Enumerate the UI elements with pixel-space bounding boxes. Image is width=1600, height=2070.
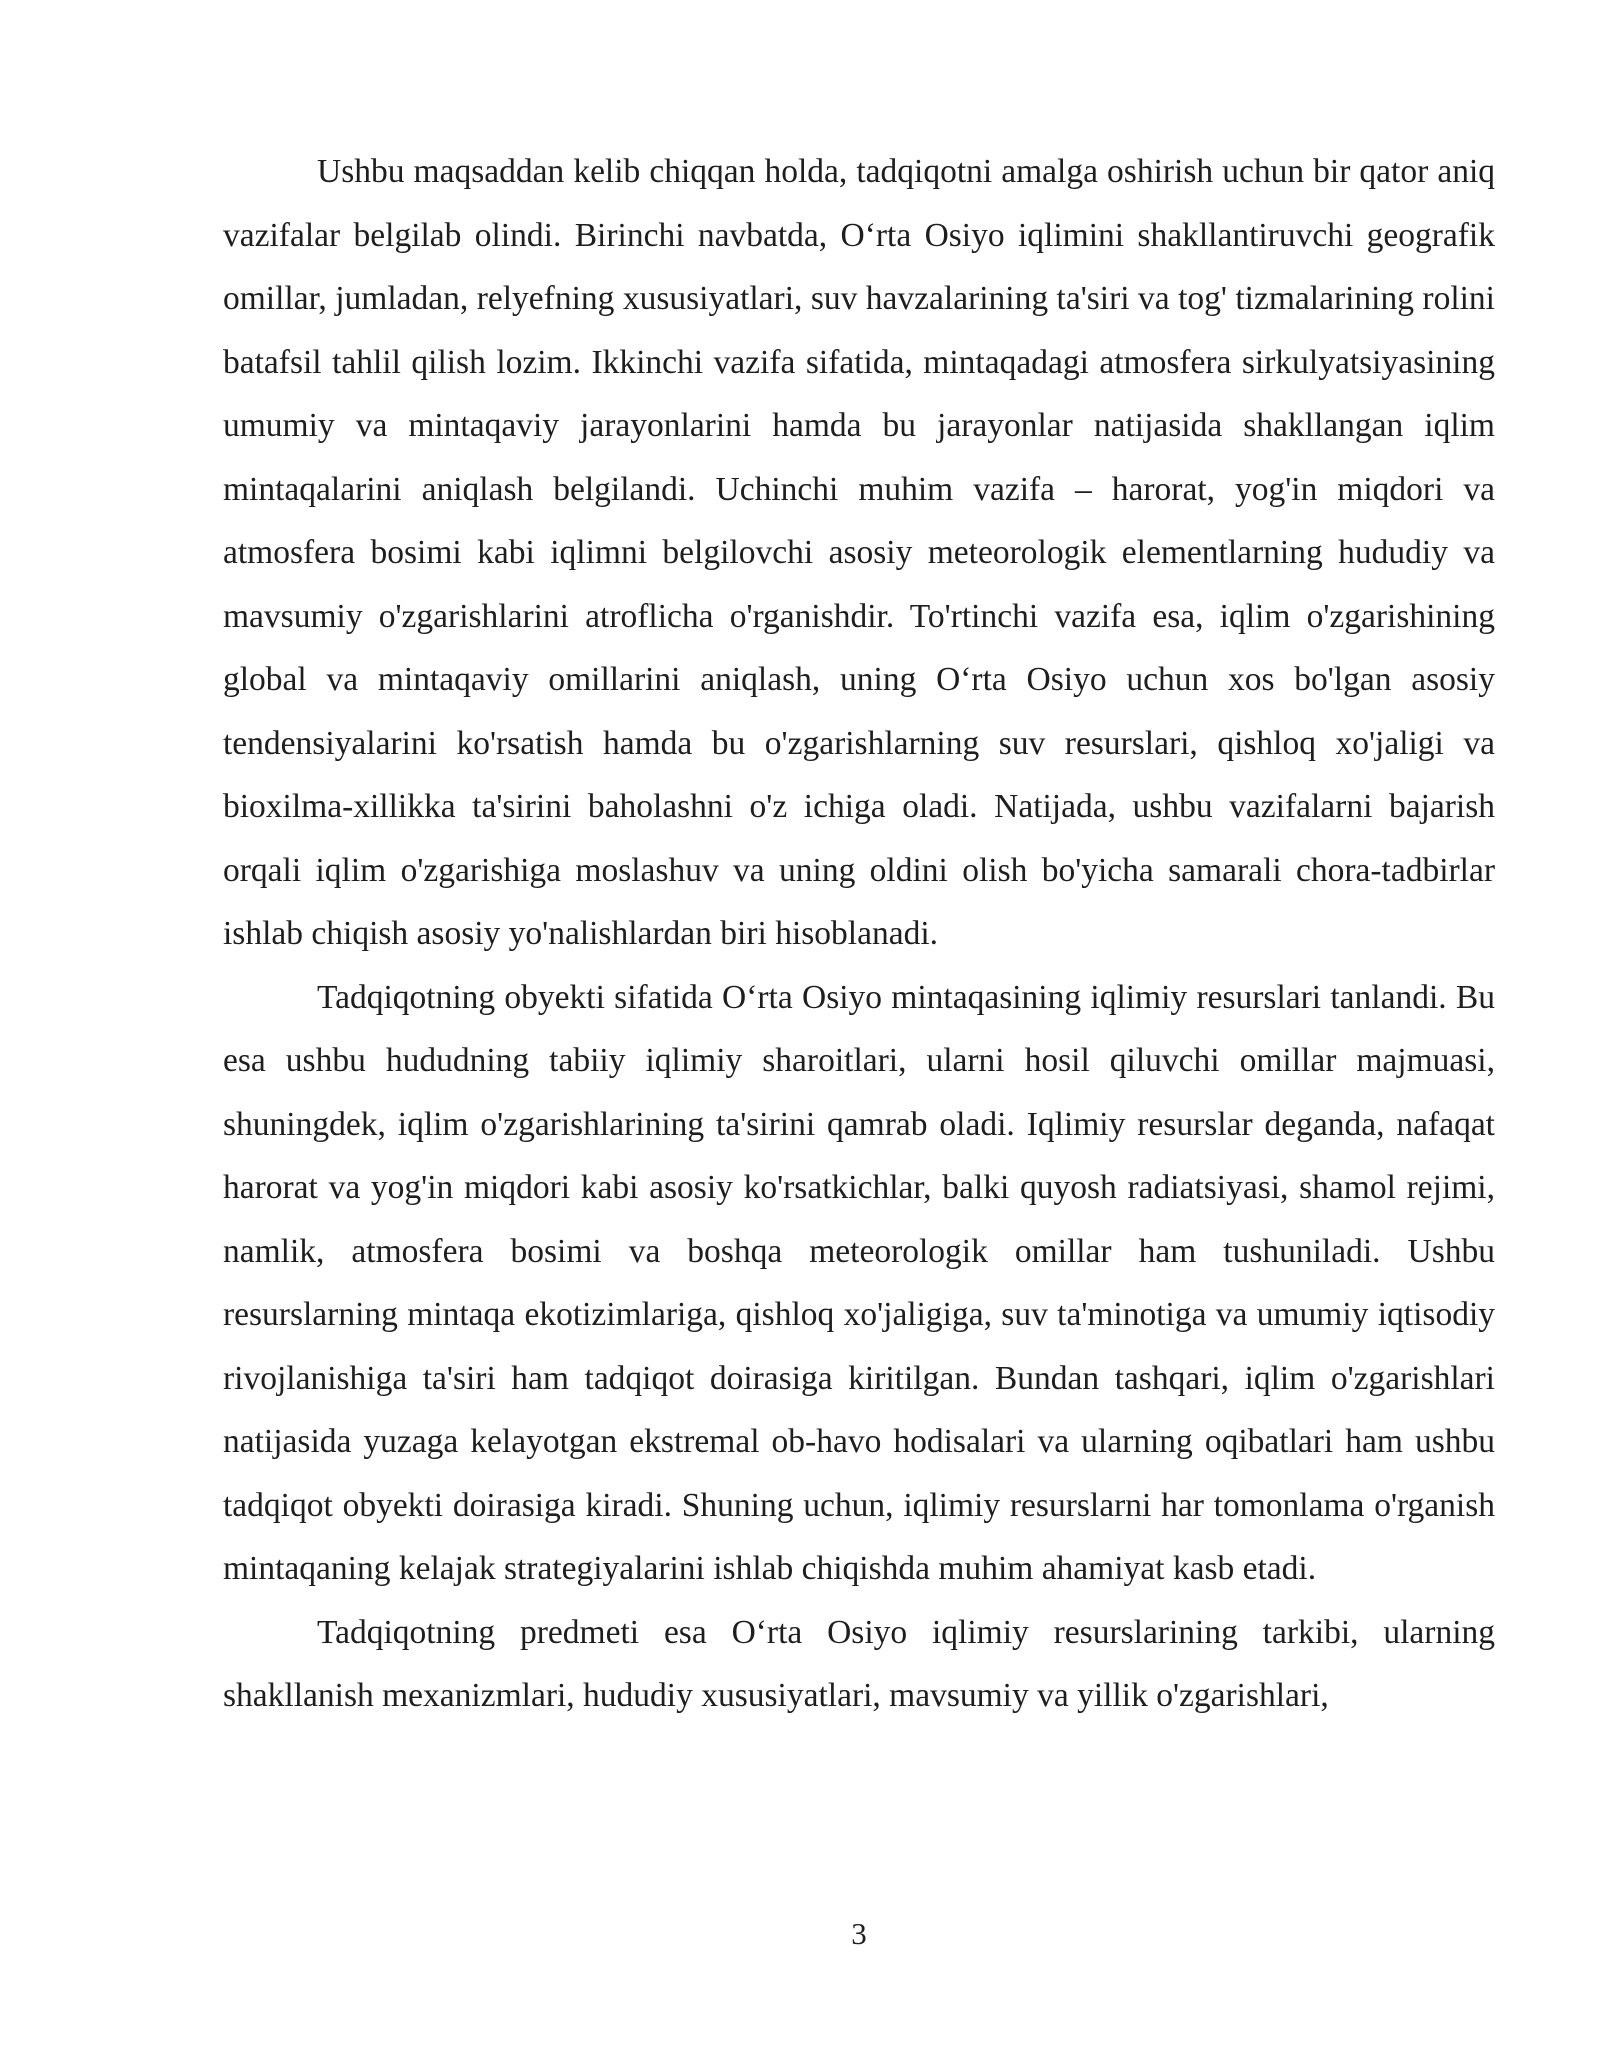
- paragraph-subject: Tadqiqotning predmeti esa O‘rta Osiyo iqlimiy resurslarining tarkibi, ularning shakllanish mexanizmlari, hududiy xususiyatlari, mavsumiy va yillik o'zgarishlari,: [223, 1613, 1495, 1714]
- paragraph-tasks: Ushbu maqsaddan kelib chiqqan holda, tadqiqotni amalga oshirish uchun bir qator aniq vazifalar belgilab olindi. Birinchi navbatda, O‘rta Osiyo iqlimini shakllantiruvchi geografik omillar, jumladan, relyefning xususiyatlari, suv havzalarining ta'siri va tog' tizmalarining rolini batafsil tahlil qilish lozim. Ikkinchi vazifa sifatida, mintaqadagi atmosfera sirkulyatsiyasining umumiy va mintaqaviy jarayonlarini hamda bu jarayonlar natijasida shakllangan iqlim mintaqalarini aniqlash belgilandi. Uchinchi muhim vazifa – harorat, yog'in miqdori va atmosfera bosimi kabi iqlimni belgilovchi asosiy meteorologik elementlarning hududiy va mavsumiy o'zgarishlarini atroflicha o'rganishdir. To'rtinchi vazifa esa, iqlim o'zgarishining global va mintaqaviy omillarini aniqlash, uning O‘rta Osiyo uchun xos bo'lgan asosiy tendensiyalarini ko'rsatish hamda bu o'zgarishlarning suv resurslari, qishloq xo'jaligi va bioxilma-xillikka ta'sirini baholashni o'z ichiga oladi. Natijada, ushbu vazifalarni bajarish orqali iqlim o'zgarishiga moslashuv va uning oldini olish bo'yicha samarali chora-tadbirlar ishlab chiqish asosiy yo'nalishlardan biri hisoblanadi.: [223, 153, 1495, 952]
- body-text: [223, 140, 1495, 1728]
- paragraph-object: Tadqiqotning obyekti sifatida O‘rta Osiyo mintaqasining iqlimiy resurslari tanlandi. Bu esa ushbu hududning tabiiy iqlimiy sharoitlari, ularni hosil qiluvchi omillar majmuasi, shuningdek, iqlim o'zgarishlarining ta'sirini qamrab oladi. Iqlimiy resurslar deganda, nafaqat harorat va yog'in miqdori kabi asosiy ko'rsatkichlar, balki quyosh radiatsiyasi, shamol rejimi, namlik, atmosfera bosimi va boshqa meteorologik omillar ham tushuniladi. Ushbu resurslarning mintaqa ekotizimlariga, qishloq xo'jaligiga, suv ta'minotiga va umumiy iqtisodiy rivojlanishiga ta'siri ham tadqiqot doirasiga kiritilgan. Bundan tashqari, iqlim o'zgarishlari natijasida yuzaga kelayotgan ekstremal ob-havo hodisalari va ularning oqibatlari ham ushbu tadqiqot obyekti doirasiga kiradi. Shuning uchun, iqlimiy resurslarni har tomonlama o'rganish mintaqaning kelajak strategiyalarini ishlab chiqishda muhim ahamiyat kasb etadi.: [223, 978, 1495, 1587]
- page-number: 3: [851, 1916, 867, 1951]
